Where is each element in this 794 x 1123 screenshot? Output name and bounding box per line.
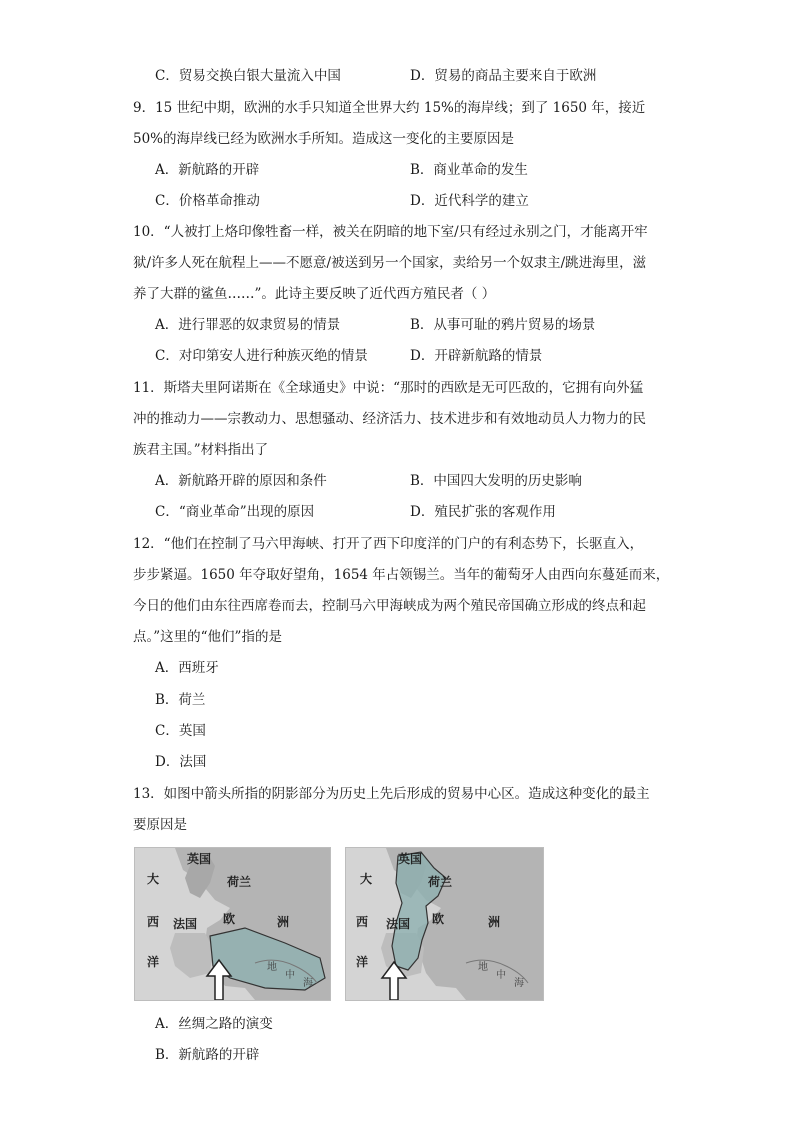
map-left-label-di: 地 [267,962,277,973]
q12-stem-line4: 点。”这里的“他们”指的是 [133,629,282,645]
q11-option-c: C．“商业革命”出现的原因 [155,504,315,520]
q12-stem-line2: 步步紧逼。1650 年夺取好望角，1654 年占领锡兰。当年的葡萄牙人由西向东蔓延而来， [133,567,670,583]
q12-option-a: A．西班牙 [155,660,219,676]
q9-stem-line2: 50%的海岸线已经为欧洲水手所知。造成这一变化的主要原因是 [133,131,515,147]
q11-option-b: B．中国四大发明的历史影响 [410,473,582,489]
q8-option-c: C．贸易交换白银大量流入中国 [155,68,341,84]
map-right-label-xi: 西 [356,915,369,929]
map-left-label-yang: 洋 [147,955,160,969]
q9-stem-line1: 9．15 世纪中期，欧洲的水手只知道全世界大约 15%的海岸线；到了 1650 年，接近 [133,100,646,116]
q10-option-a: A．进行罪恶的奴隶贸易的情景 [155,317,341,333]
q11-stem-line2: 冲的推动力——宗教动力、思想骚动、经济活力、技术进步和有效地动员人力物力的民 [133,411,646,427]
q10-option-b: B．从事可耻的鸦片贸易的场景 [410,317,596,333]
q9-option-d: D．近代科学的建立 [410,193,529,209]
map-left-label-nl: 荷兰 [227,875,252,889]
map-left-label-uk: 英国 [187,852,212,866]
map-right-label-eu: 欧 [432,912,445,926]
q12-stem-line1: 12．“他们在控制了马六甲海峡、打开了西下印度洋的门户的有利态势下，长驱直入， [133,536,644,552]
q13-stem-line2: 要原因是 [133,817,187,833]
map-right-label-uk: 英国 [398,852,423,866]
map-left-label-zhong: 中 [285,970,295,981]
q12-stem-line3: 今日的他们由东往西席卷而去，控制马六甲海峡成为两个殖民帝国确立形成的终点和起 [133,598,646,614]
map-right-label-nl: 荷兰 [428,875,453,889]
map-right-label-zhong: 中 [496,970,506,981]
q9-option-a: A．新航路的开辟 [155,162,260,178]
map-atlantic-trade-center [345,847,544,1001]
q8-option-d: D．贸易的商品主要来自于欧洲 [410,68,597,84]
map-mediterranean-trade-center [134,847,331,1001]
map-right-label-fr: 法国 [386,917,411,931]
q10-stem-line3: 养了大群的鲨鱼……”。此诗主要反映了近代西方殖民者（ ） [133,286,496,302]
q13-stem-line1: 13．如图中箭头所指的阴影部分为历史上先后形成的贸易中心区。造成这种变化的最主 [133,786,650,802]
map-right-label-hai: 海 [514,978,524,989]
map-right-label-di: 地 [478,962,488,973]
q11-stem-line1: 11．斯塔夫里阿诺斯在《全球通史》中说：“那时的西欧是无可匹敌的，它拥有向外猛 [133,380,644,396]
q10-option-d: D．开辟新航路的情景 [410,348,543,364]
map-left-label-da: 大 [147,872,160,886]
map-left-label-fr: 法国 [173,917,198,931]
q12-option-c: C．英国 [155,723,206,739]
q12-option-b: B．荷兰 [155,692,206,708]
q12-option-d: D．法国 [155,754,207,770]
q11-option-a: A．新航路开辟的原因和条件 [155,473,327,489]
q10-option-c: C．对印第安人进行种族灭绝的情景 [155,348,368,364]
map-left-label-zhou: 洲 [277,915,290,929]
q13-option-b: B．新航路的开辟 [155,1047,260,1063]
q11-option-d: D．殖民扩张的客观作用 [410,504,556,520]
map-right-label-yang: 洋 [356,955,369,969]
q11-stem-line3: 族君主国。”材料指出了 [133,442,269,458]
q9-option-c: C．价格革命推动 [155,193,260,209]
q9-option-b: B．商业革命的发生 [410,162,528,178]
q10-stem-line1: 10．“人被打上烙印像牲畜一样，被关在阴暗的地下室/只有经过永别之门，才能离开牢 [133,224,648,240]
map-left-label-eu: 欧 [223,912,236,926]
q13-option-a: A．丝绸之路的演变 [155,1016,273,1032]
map-left-label-hai: 海 [303,978,313,989]
map-right-label-da: 大 [360,872,373,886]
q10-stem-line2: 狱/许多人死在航程上——不愿意/被送到另一个国家，卖给另一个奴隶主/跳进海里，滋 [133,255,647,271]
map-right-label-zhou: 洲 [488,915,501,929]
map-left-label-xi: 西 [147,915,160,929]
